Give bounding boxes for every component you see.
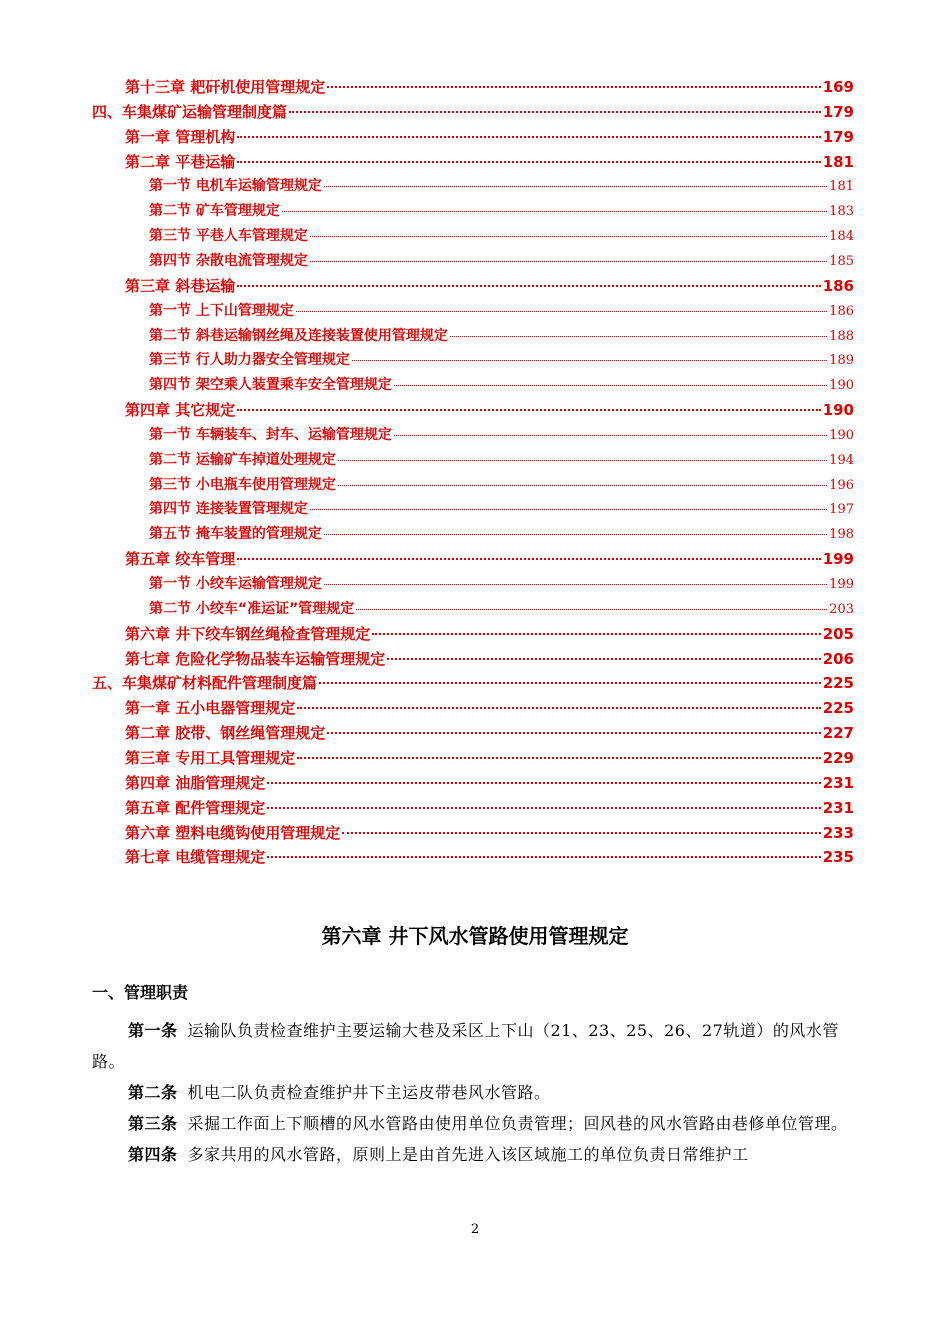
toc-entry-page: 179 xyxy=(822,102,854,121)
toc-entry-title: 第五节 掩车装置的管理规定 xyxy=(149,526,322,543)
toc-entry-title: 第三节 小电瓶车使用管理规定 xyxy=(149,476,336,493)
toc-entry-page: 185 xyxy=(829,253,854,269)
toc-entry[interactable] xyxy=(125,846,854,867)
toc-entry-title: 第一章 五小电器管理规定 xyxy=(125,699,296,718)
toc-dot-leader xyxy=(267,782,820,784)
toc-entry-page: 199 xyxy=(829,577,854,592)
toc-entry[interactable] xyxy=(125,275,854,296)
toc-dot-leader xyxy=(327,86,820,88)
toc-dot-leader xyxy=(237,161,820,163)
article-label: 第二条 xyxy=(128,1083,178,1102)
toc-dot-leader xyxy=(394,435,827,436)
toc-entry-title: 第四节 架空乘人装置乘车安全管理规定 xyxy=(149,377,392,394)
toc-entry[interactable] xyxy=(125,747,854,768)
toc-entry-title: 第六章 井下绞车钢丝绳检查管理规定 xyxy=(125,624,371,643)
toc-entry-page: 194 xyxy=(829,452,854,468)
toc-dot-leader xyxy=(237,285,820,287)
toc-entry-page: 235 xyxy=(822,848,854,867)
toc-entry-title: 第四章 其它规定 xyxy=(125,401,236,420)
toc-entry[interactable] xyxy=(125,797,854,818)
toc-entry-page: 199 xyxy=(822,550,854,569)
article-text: 运输队负责检查维护主要运输大巷及采区上下山（21、23、25、26、27轨道）的风水管路。 xyxy=(92,1021,839,1071)
article-text: 采掘工作面上下顺槽的风水管路由使用单位负责管理；回风巷的风水管路由巷修单位管理。 xyxy=(187,1114,848,1133)
toc-entry-page: 227 xyxy=(822,724,854,743)
toc-dot-leader xyxy=(296,311,827,312)
article-3 xyxy=(92,1108,858,1139)
toc-dot-leader xyxy=(310,509,827,510)
toc-dot-leader xyxy=(372,633,820,635)
toc-entry[interactable] xyxy=(125,76,854,97)
toc-entry-page: 186 xyxy=(822,276,854,295)
toc-entry-page: 229 xyxy=(822,748,854,767)
toc-entry-title: 第二节 小绞车“准运证”管理规定 xyxy=(149,600,355,617)
toc-dot-leader xyxy=(267,856,820,858)
toc-entry[interactable] xyxy=(149,250,854,270)
toc-entry[interactable] xyxy=(149,325,854,345)
toc-entry-page: 190 xyxy=(829,378,854,394)
toc-entry-page: 231 xyxy=(822,798,854,817)
toc-dot-leader xyxy=(282,211,827,212)
chapter-title: 第六章 井下风水管路使用管理规定 xyxy=(321,924,629,948)
toc-dot-leader xyxy=(342,832,820,834)
toc-entry[interactable] xyxy=(125,648,854,669)
toc-dot-leader xyxy=(356,609,827,610)
toc-dot-leader xyxy=(297,757,820,759)
toc-entry-title: 第六章 塑料电缆钩使用管理规定 xyxy=(125,823,341,842)
toc-dot-leader xyxy=(319,682,821,684)
toc-entry-title: 第七章 危险化学物品装车运输管理规定 xyxy=(125,649,386,668)
toc-entry-title: 第四节 杂散电流管理规定 xyxy=(149,252,308,269)
toc-entry[interactable] xyxy=(149,374,854,394)
toc-entry-title: 第五章 绞车管理 xyxy=(125,550,236,569)
toc-entry-page: 184 xyxy=(829,229,854,245)
toc-entry-page: 189 xyxy=(829,353,854,369)
article-label: 第一条 xyxy=(128,1021,178,1040)
toc-entry-title: 第二节 斜巷运输钢丝绳及连接装置使用管理规定 xyxy=(149,327,448,344)
toc-entry-page: 186 xyxy=(829,303,854,319)
toc-entry-title: 第四章 油脂管理规定 xyxy=(125,773,266,792)
toc-entry-page: 206 xyxy=(822,649,854,668)
toc-entry-title: 第三节 行人助力器安全管理规定 xyxy=(149,352,350,369)
toc-entry-page: 169 xyxy=(822,78,854,96)
toc-entry[interactable] xyxy=(125,822,854,843)
toc-dot-leader xyxy=(237,409,820,411)
page-number: 2 xyxy=(470,1222,480,1237)
toc-entry[interactable] xyxy=(125,399,854,420)
toc-entry-title: 第七章 电缆管理规定 xyxy=(125,848,266,867)
toc-entry-page: 183 xyxy=(829,204,854,220)
toc-entry-page: 197 xyxy=(829,502,854,518)
toc-entry-page: 225 xyxy=(822,699,854,718)
toc-entry-title: 第二节 运输矿车掉道处理规定 xyxy=(149,451,336,468)
toc-dot-leader xyxy=(237,558,820,560)
toc-entry[interactable] xyxy=(149,225,854,245)
toc-dot-leader xyxy=(352,360,827,361)
article-text: 机电二队负责检查维护井下主运皮带巷风水管路。 xyxy=(187,1083,551,1102)
toc-dot-leader xyxy=(450,336,827,337)
toc-entry-page: 181 xyxy=(822,152,854,171)
toc-entry[interactable] xyxy=(149,573,854,593)
toc-entry-title: 第四节 连接装置管理规定 xyxy=(149,501,308,518)
toc-entry[interactable] xyxy=(149,598,854,618)
toc-entry[interactable] xyxy=(125,126,854,147)
toc-dot-leader xyxy=(387,658,820,660)
toc-entry-page: 179 xyxy=(822,127,854,146)
toc-entry-page: 205 xyxy=(822,624,854,643)
toc-entry-title: 第二节 矿车管理规定 xyxy=(149,203,280,220)
toc-entry-title: 第三章 斜巷运输 xyxy=(125,276,236,295)
toc-entry-page: 233 xyxy=(822,823,854,842)
toc-entry-page: 190 xyxy=(822,401,854,420)
toc-entry-page: 231 xyxy=(822,773,854,792)
toc-entry-title: 五、车集煤矿材料配件管理制度篇 xyxy=(92,674,318,693)
toc-entry-title: 第一节 车辆装车、封车、运输管理规定 xyxy=(149,426,392,443)
toc-entry[interactable] xyxy=(125,697,854,718)
article-text: 多家共用的风水管路，原则上是由首先进入该区域施工的单位负责日常维护工 xyxy=(187,1145,749,1164)
toc-entry-page: 198 xyxy=(829,527,854,543)
toc-entry-page: 196 xyxy=(829,477,854,493)
toc-dot-leader xyxy=(324,534,827,535)
toc-entry-page: 190 xyxy=(829,427,854,443)
article-label: 第四条 xyxy=(128,1145,178,1164)
article-label: 第三条 xyxy=(128,1114,178,1133)
article-1 xyxy=(92,1015,858,1077)
toc-entry[interactable] xyxy=(125,151,854,172)
toc-entry[interactable] xyxy=(125,623,854,644)
toc-dot-leader xyxy=(338,460,827,461)
toc-entry[interactable] xyxy=(149,498,854,518)
toc-entry[interactable] xyxy=(125,772,854,793)
toc-entry[interactable] xyxy=(125,722,854,743)
article-2 xyxy=(92,1077,858,1108)
toc-entry-title: 第一章 管理机构 xyxy=(125,127,236,146)
toc-dot-leader xyxy=(310,236,827,237)
toc-dot-leader xyxy=(237,136,820,138)
toc-dot-leader xyxy=(289,111,821,113)
toc-entry[interactable] xyxy=(149,349,854,369)
toc-dot-leader xyxy=(297,707,820,709)
toc-entry[interactable] xyxy=(149,523,854,543)
toc-entry-title: 第一节 电机车运输管理规定 xyxy=(149,178,322,195)
toc-entry[interactable] xyxy=(149,449,854,469)
article-body xyxy=(92,1015,858,1170)
toc-entry[interactable] xyxy=(125,548,854,569)
toc-dot-leader xyxy=(394,385,827,386)
toc-entry-title: 第五章 配件管理规定 xyxy=(125,798,266,817)
toc-dot-leader xyxy=(324,186,827,187)
toc-entry[interactable] xyxy=(149,175,854,195)
section-heading: 一、管理职责 xyxy=(92,983,189,1002)
toc-dot-leader xyxy=(327,732,820,734)
toc-entry[interactable] xyxy=(149,300,854,320)
toc-entry-title: 第二章 胶带、钢丝绳管理规定 xyxy=(125,724,326,743)
article-4 xyxy=(92,1139,858,1170)
toc-entry-page: 225 xyxy=(822,674,854,693)
toc-dot-leader xyxy=(267,807,820,809)
toc-dot-leader xyxy=(310,261,827,262)
toc-entry-title: 第三章 专用工具管理规定 xyxy=(125,748,296,767)
toc-entry[interactable] xyxy=(92,101,854,122)
toc-entry[interactable] xyxy=(149,424,854,444)
toc-entry[interactable] xyxy=(149,200,854,220)
toc-entry-page: 188 xyxy=(829,328,854,344)
toc-entry[interactable] xyxy=(92,672,854,693)
toc-entry-page: 181 xyxy=(829,179,854,195)
toc-entry[interactable] xyxy=(149,474,854,494)
toc-entry-title: 第一节 上下山管理规定 xyxy=(149,302,294,319)
toc-dot-leader xyxy=(324,584,827,585)
toc-entry-title: 第二章 平巷运输 xyxy=(125,152,236,171)
toc-entry-title: 第十三章 耙矸机使用管理规定 xyxy=(125,78,326,96)
toc-dot-leader xyxy=(338,485,827,486)
toc-entry-title: 第三节 平巷人车管理规定 xyxy=(149,228,308,245)
toc-entry-page: 203 xyxy=(829,601,854,617)
toc-entry-title: 第一节 小绞车运输管理规定 xyxy=(149,576,322,592)
toc-entry-title: 四、车集煤矿运输管理制度篇 xyxy=(92,102,288,121)
